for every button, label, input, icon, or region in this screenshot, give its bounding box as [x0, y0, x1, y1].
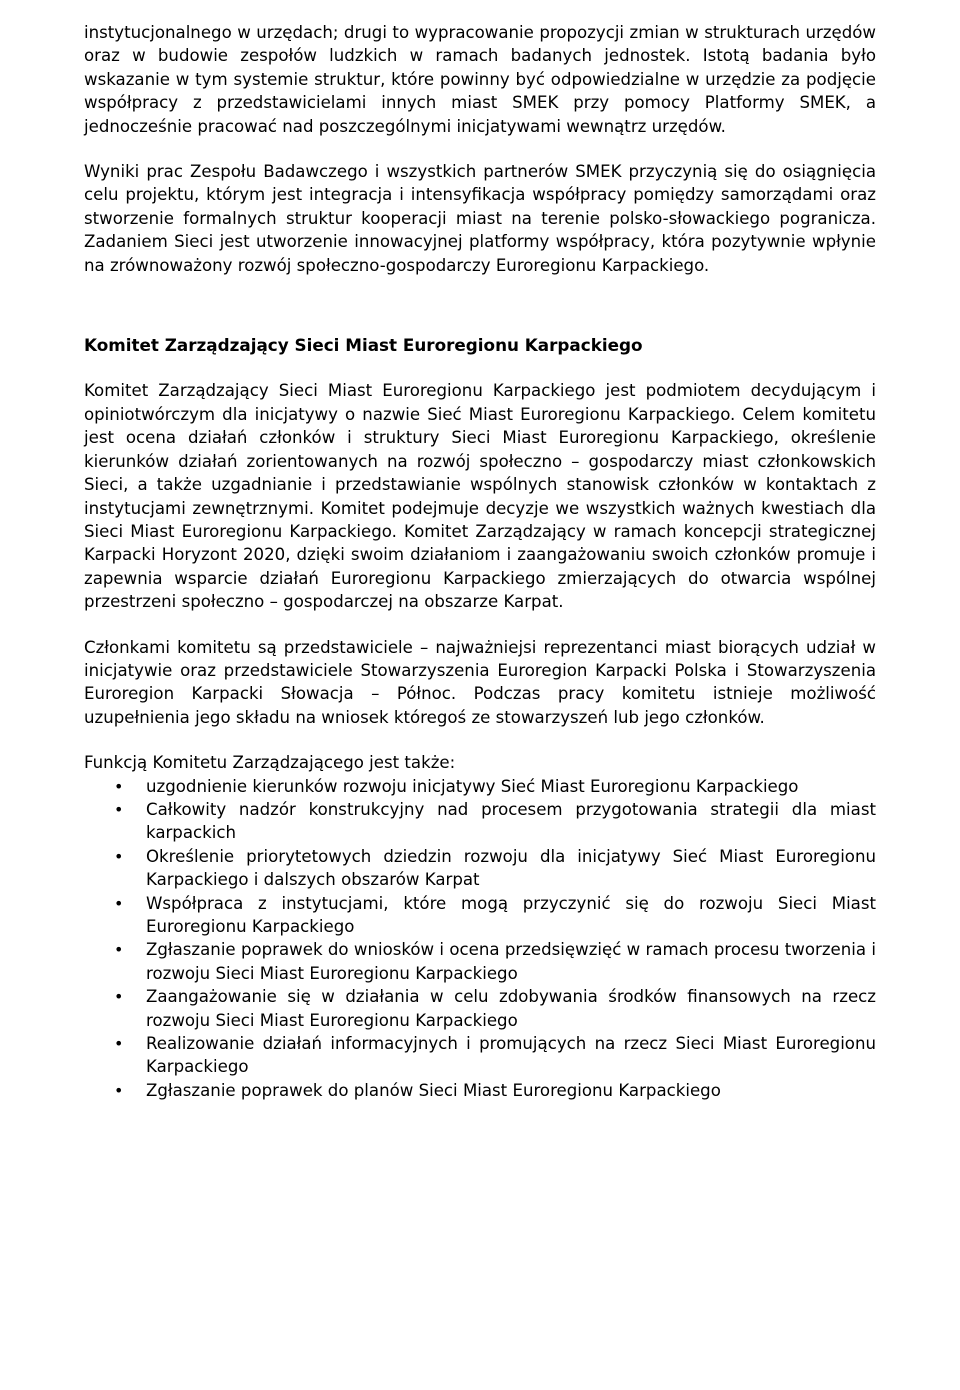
section-heading: Komitet Zarządzający Sieci Miast Euroregionu Karpackiego	[84, 335, 643, 356]
bullet-icon: •	[114, 1080, 124, 1100]
list-item-text: uzgodnienie kierunków rozwoju inicjatywy Sieć Miast Euroregionu Karpackiego	[146, 776, 799, 796]
list-item	[84, 985, 876, 1032]
bullet-icon: •	[114, 940, 124, 960]
list-item	[84, 938, 876, 985]
list-item	[84, 892, 876, 939]
list-item-text: Zgłaszanie poprawek do wniosków i ocena przedsięwzięć w ramach procesu tworzenia i rozwoju Sieci Miast Euroregionu Karpackiego	[146, 940, 876, 983]
paragraph-committee-description: Komitet Zarządzający Sieci Miast Euroregionu Karpackiego jest podmiotem decydującym i opiniotwórczym dla inicjatywy o nazwie Sieć Miast Euroregionu Karpackiego. Celem komitetu jest ocena działań członków i struktury Sieci Miast Euroregionu Karpackiego, określenie kierunków działań zorientowanych na rozwój społeczno – gospodarczy miast członkowskich Sieci, a także uzgadnianie i przedstawianie wspólnych stanowisk członków w kontaktach z instytucjami zewnętrznymi. Komitet podejmuje decyzje we wszystkich ważnych kwestiach dla Sieci Miast Euroregionu Karpackiego. Komitet Zarządzający w ramach koncepcji strategicznej Karpacki Horyzont 2020, dzięki swoim działaniom i zaangażowaniu swoich członków promuje i zapewnia wsparcie działań Euroregionu Karpackiego zmierzających do otwarcia wspólnej przestrzeni społeczno – gospodarczej na obszarze Karpat.	[84, 381, 876, 612]
paragraph-committee-members: Członkami komitetu są przedstawiciele – najważniejsi reprezentanci miast biorących udział w inicjatywie oraz przedstawiciele Stowarzyszenia Euroregion Karpacki Polska i Stowarzyszenia Euroregion Karpacki Słowacja – Północ. Podczas pracy komitetu istnieje możliwość uzupełnienia jego składu na wniosek któregoś ze stowarzyszeń lub jego członków.	[84, 637, 876, 727]
list-item	[84, 798, 876, 845]
list-item-text: Zaangażowanie się w działania w celu zdobywania środków finansowych na rzecz rozwoju Sieci Miast Euroregionu Karpackiego	[146, 987, 876, 1030]
list-item-text: Realizowanie działań informacyjnych i promujących na rzecz Sieci Miast Euroregionu Karpackiego	[146, 1034, 876, 1077]
spacer	[84, 729, 876, 751]
bullet-icon: •	[114, 776, 124, 796]
list-item	[84, 775, 876, 798]
list-item-text: Określenie priorytetowych dziedzin rozwoju dla inicjatywy Sieć Miast Euroregionu Karpackiego i dalszych obszarów Karpat	[146, 846, 876, 890]
bullet-icon: •	[114, 1034, 124, 1054]
bullet-icon: •	[114, 799, 124, 819]
paragraph-research-results: Wyniki prac Zespołu Badawczego i wszystkich partnerów SMEK przyczynią się do osiągnięcia celu projektu, którym jest integracja i intensyfikacja współpracy pomiędzy samorządami oraz stworzenie formalnych struktur kooperacji miast na terenie polsko-słowackiego pogranicza. Zadaniem Sieci jest utworzenie innowacyjnej platformy współpracy, która pozytywnie wpłynie na zrównoważony rozwój społeczno-gospodarczy Euroregionu Karpackiego.	[84, 162, 876, 275]
spacer	[84, 614, 876, 636]
functions-list	[84, 775, 876, 1103]
bullet-icon: •	[114, 987, 124, 1007]
paragraph-research-intro: instytucjonalnego w urzędach; drugi to wypracowanie propozycji zmian w strukturach urzędów oraz w budowie zespołów ludzkich w ramach badanych jednostek. Istotą badania było wskazanie w tym systemie struktur, które powinny być odpowiedzialne w urzędzie za podjęcie współpracy z przedstawicielami innych miast SMEK przy pomocy Platformy SMEK, a jednocześnie pracować nad poszczególnymi inicjatywami wewnątrz urzędów.	[84, 23, 876, 136]
list-item	[84, 845, 876, 892]
bullet-icon: •	[114, 893, 124, 913]
spacer	[84, 138, 876, 160]
spacer	[84, 357, 876, 379]
list-item-text: Całkowity nadzór konstrukcyjny nad procesem przygotowania strategii dla miast karpackich	[146, 799, 876, 843]
list-item-text: Zgłaszanie poprawek do planów Sieci Miast Euroregionu Karpackiego	[146, 1080, 721, 1100]
list-item	[84, 1032, 876, 1079]
list-intro: Funkcją Komitetu Zarządzającego jest także:	[84, 753, 456, 773]
list-item	[84, 1079, 876, 1102]
bullet-icon: •	[114, 846, 124, 866]
spacer	[84, 277, 876, 334]
document-page	[84, 21, 876, 1102]
list-item-text: Współpraca z instytucjami, które mogą przyczynić się do rozwoju Sieci Miast Euroregionu Karpackiego	[146, 893, 876, 936]
